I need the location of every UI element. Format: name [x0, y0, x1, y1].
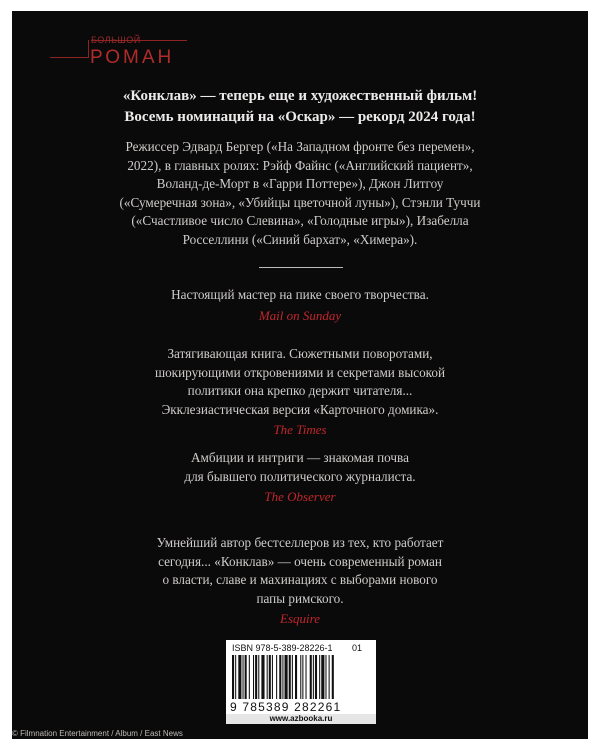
barcode-bar — [302, 655, 303, 699]
isbn-suffix: 01 — [352, 643, 363, 653]
barcode-bar — [276, 655, 277, 699]
barcode-bar — [249, 655, 250, 699]
quote-line: Настоящий мастер на пике своего творчества. — [171, 287, 429, 302]
barcode-bar — [282, 655, 283, 699]
lead-line: «Конклав» — теперь еще и художественный фильм! — [122, 88, 478, 104]
barcode-bar — [321, 655, 324, 699]
barcode-bar — [243, 655, 244, 699]
publisher-url: www.azbooka.ru — [269, 714, 333, 723]
barcode-bar — [325, 655, 326, 699]
barcode-bar — [279, 655, 281, 699]
quote-line: папы римского. — [256, 590, 344, 606]
barcode-bar — [245, 655, 247, 699]
barcode-bar — [258, 655, 259, 699]
quote-source: Esquire — [280, 611, 320, 626]
barcode-bar — [269, 655, 271, 699]
barcode-bar — [310, 655, 312, 699]
barcode-bar — [300, 655, 301, 699]
logo-big-text: РОМАН — [90, 47, 175, 68]
back-cover — [12, 11, 588, 739]
review-quote — [72, 345, 528, 439]
barcode-bar — [267, 655, 268, 699]
barcode-bar — [292, 655, 293, 699]
paragraph-line: Росселлини («Синий бархат», «Химера»). — [182, 231, 418, 247]
quote-source: The Observer — [264, 489, 336, 504]
paragraph-line: («Счастливое число Слевина», «Голодные игры»), Изабелла — [131, 213, 469, 228]
lead-line: Восемь номинаций на «Оскар» — рекорд 2024 года! — [124, 109, 476, 125]
barcode-bar — [329, 655, 330, 699]
quote-line: Амбиции и интриги — знакомая почва — [191, 450, 409, 465]
lead-announcement — [72, 86, 528, 128]
paragraph-line: («Сумеречная зона», «Убийцы цветочной луны»), Стэнли Туччи — [119, 194, 481, 210]
barcode-bar — [255, 655, 257, 699]
review-quote — [72, 449, 528, 506]
quote-source: The Times — [273, 422, 327, 437]
barcode-bar — [253, 655, 254, 699]
logo-left-line — [50, 57, 88, 58]
publisher-series-logo — [50, 35, 190, 69]
barcode-number: 9 785389 282261 — [230, 700, 342, 714]
quote-line: Умнейший автор бестселлеров из тех, кто работает — [156, 535, 444, 550]
barcode-bar — [285, 655, 288, 699]
quote-line: Экклезиастическая версия «Карточного домика». — [161, 401, 439, 417]
barcode-bar — [232, 655, 234, 699]
barcode-bar — [332, 655, 334, 699]
barcode-bar — [319, 655, 320, 699]
logo-small-text: БОЛЬШОЙ — [91, 35, 141, 45]
isbn-text: ISBN 978-5-389-28226-1 — [232, 643, 333, 653]
review-quote — [72, 286, 528, 325]
barcode-bar — [313, 655, 314, 699]
film-info-paragraph — [72, 138, 528, 249]
barcode-panel — [226, 640, 376, 724]
photo-credit: © Filmnation Entertainment / Album / East News — [12, 729, 183, 738]
barcode-bar — [289, 655, 291, 699]
quote-line: шокирующими откровениями и секретами высокой — [154, 364, 446, 380]
quote-source: Mail on Sunday — [258, 307, 342, 323]
paragraph-line: Воланд-де-Морт в «Гарри Поттере»), Джон Литгоу — [156, 176, 444, 191]
barcode-bar — [272, 655, 273, 699]
review-quote — [72, 534, 528, 628]
barcode-bar — [315, 655, 317, 699]
paragraph-line: Режиссер Эдвард Бергер («На Западном фронте без перемен», — [125, 139, 475, 154]
quote-line: о власти, славе и махинациях с выборами нового — [162, 572, 438, 587]
barcode-bar — [261, 655, 264, 699]
paragraph-line: 2022), в главных ролях: Рэйф Файнс («Английский пациент», — [127, 157, 473, 173]
quote-line: Затягивающая книга. Сюжетными поворотами, — [167, 346, 433, 361]
barcode-bar — [235, 655, 236, 699]
barcode-bar — [238, 655, 241, 699]
barcode-bars — [232, 655, 370, 699]
quote-line: сегодня... «Конклав» — очень современный роман — [158, 553, 442, 569]
publisher-url-strip — [226, 714, 376, 724]
barcode-bar — [306, 655, 307, 699]
section-divider — [259, 267, 343, 268]
barcode-bar — [295, 655, 297, 699]
quote-line: политики она крепко держит читателя... — [187, 383, 413, 398]
quote-line: для бывшего политического журналиста. — [184, 468, 416, 484]
logo-bracket-line — [88, 40, 89, 58]
